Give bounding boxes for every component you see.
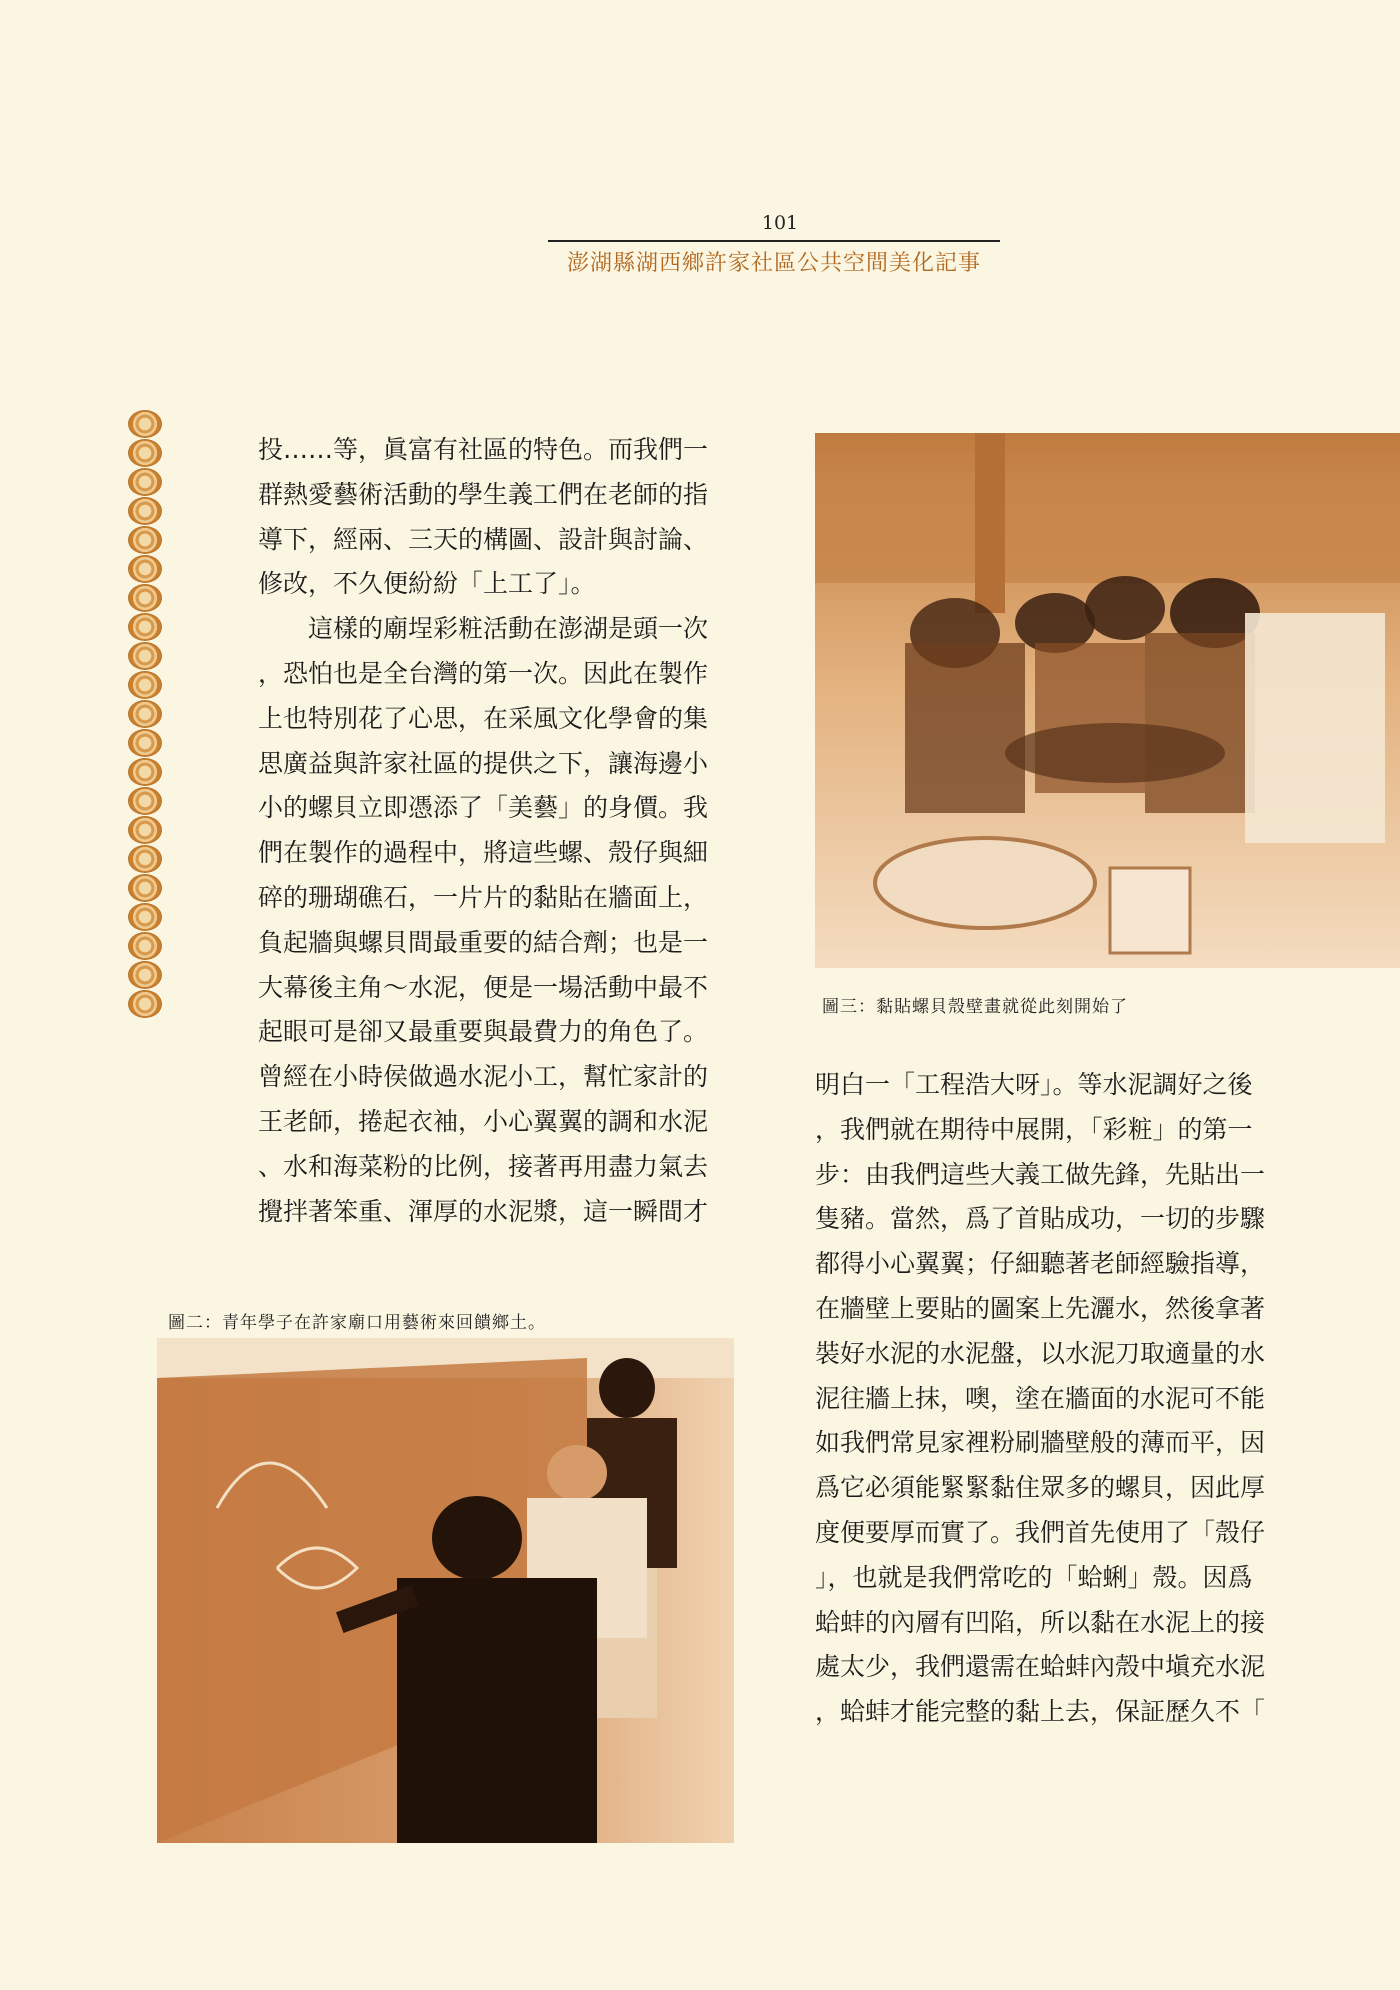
ornament-icon <box>128 584 162 612</box>
running-header-title: 澎湖縣湖西鄉許家社區公共空間美化記事 <box>566 251 981 276</box>
text-line: 明白一「工程浩大呀」。等水泥調好之後 <box>815 1070 1253 1099</box>
text-line: 裝好水泥的水泥盤，以水泥刀取適量的水 <box>815 1338 1266 1368</box>
text-line: 上也特別花了心思，在采風文化學會的集 <box>258 703 709 733</box>
ornament-icon <box>128 497 162 525</box>
text-line: 王老師，捲起衣袖，小心翼翼的調和水泥 <box>258 1106 709 1136</box>
ornament-icon <box>128 671 162 699</box>
page-number: 101 <box>761 212 799 234</box>
figure-3-photo <box>815 433 1400 968</box>
right-column-text <box>815 1063 1295 1735</box>
ornament-icon <box>128 816 162 844</box>
ornament-icon <box>128 700 162 728</box>
text-line: 起眼可是卻又最重要與最費力的角色了。 <box>258 1017 709 1047</box>
text-line: 處太少，我們還需在蛤蚌內殼中塡充水泥 <box>815 1652 1266 1682</box>
text-line: ，我們就在期待中展開，「彩粧」的第一 <box>815 1114 1253 1144</box>
text-line: 隻豬。當然，爲了首貼成功，一切的步驟 <box>815 1204 1266 1234</box>
left-column-text <box>258 428 738 1234</box>
text-line: 、水和海菜粉的比例，接著再用盡力氣去 <box>258 1151 709 1181</box>
ornament-icon <box>128 874 162 902</box>
text-line: 如我們常見家裡粉刷牆壁般的薄而平，因 <box>815 1428 1266 1458</box>
header-rule <box>548 240 1000 242</box>
text-line: 碎的珊瑚礁石，一片片的黏貼在牆面上， <box>258 882 709 912</box>
ornament-icon <box>128 555 162 583</box>
text-line: 曾經在小時侯做過水泥小工，幫忙家計的 <box>258 1062 709 1092</box>
text-line: 大幕後主角～水泥，便是一場活動中最不 <box>258 972 709 1002</box>
text-line: 攪拌著笨重、渾厚的水泥漿，這一瞬間才 <box>258 1196 709 1226</box>
ornament-icon <box>128 845 162 873</box>
ornament-icon <box>128 729 162 757</box>
text-line: 爲它必須能緊緊黏住眾多的螺貝，因此厚 <box>815 1473 1266 1503</box>
text-line: 思廣益與許家社區的提供之下，讓海邊小 <box>258 748 709 778</box>
text-line: 」，也就是我們常吃的「蛤蜊」殼。因爲 <box>815 1562 1253 1592</box>
text-line: 這樣的廟埕彩粧活動在澎湖是頭一次 <box>258 614 709 644</box>
text-line: 步：由我們這些大義工做先鋒，先貼出一 <box>815 1159 1266 1189</box>
figure-2-caption: 圖二：青年學子在許家廟口用藝術來回饋鄉土。 <box>168 1313 546 1333</box>
text-line: 小的螺貝立即憑添了「美藝」的身價。我 <box>258 793 709 823</box>
text-line: 在牆壁上要貼的圖案上先灑水，然後拿著 <box>815 1293 1266 1323</box>
text-line: 泥往牆上抹，噢，塗在牆面的水泥可不能 <box>815 1383 1266 1413</box>
ornament-icon <box>128 526 162 554</box>
figure-2-photo <box>157 1338 734 1843</box>
text-line: 都得小心翼翼；仔細聽著老師經驗指導， <box>815 1249 1266 1279</box>
ornament-icon <box>128 642 162 670</box>
text-line: ，恐怕也是全台灣的第一次。因此在製作 <box>258 658 709 688</box>
text-line: 導下，經兩、三天的構圖、設計與討論、 <box>258 524 709 554</box>
ornament-icon <box>128 439 162 467</box>
text-line: 度便要厚而實了。我們首先使用了「殼仔 <box>815 1517 1266 1547</box>
text-line: 投……等，眞富有社區的特色。而我們一 <box>258 435 709 464</box>
ornament-icon <box>128 961 162 989</box>
text-line: ，蛤蚌才能完整的黏上去，保証歷久不「 <box>815 1697 1266 1727</box>
ornament-icon <box>128 468 162 496</box>
ornament-icon <box>128 932 162 960</box>
ornament-icon <box>128 787 162 815</box>
text-line: 負起牆與螺貝間最重要的結合劑；也是一 <box>258 927 709 957</box>
ornament-icon <box>128 613 162 641</box>
ornament-icon <box>128 410 162 438</box>
ornament-icon <box>128 990 162 1018</box>
decorative-border <box>128 410 162 1018</box>
ornament-icon <box>128 903 162 931</box>
text-line: 群熱愛藝術活動的學生義工們在老師的指 <box>258 479 709 509</box>
ornament-icon <box>128 758 162 786</box>
text-line: 們在製作的過程中，將這些螺、殼仔與細 <box>258 838 709 868</box>
figure-3-caption: 圖三：黏貼螺貝殼壁畫就從此刻開始了 <box>822 997 1128 1017</box>
text-line: 蛤蚌的內層有凹陷，所以黏在水泥上的接 <box>815 1607 1266 1637</box>
text-line: 修改，不久便紛紛「上工了」。 <box>258 569 596 599</box>
